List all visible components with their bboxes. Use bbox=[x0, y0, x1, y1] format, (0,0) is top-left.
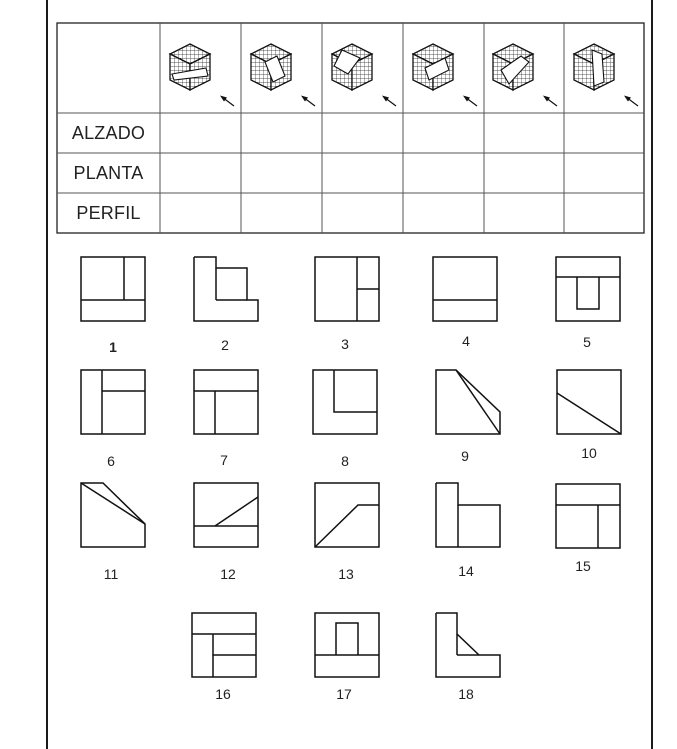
isometric-block-1-icon bbox=[170, 44, 234, 106]
view-16-drawing bbox=[192, 613, 256, 677]
row-label-perfil: PERFIL bbox=[76, 202, 141, 223]
view-11-drawing bbox=[81, 483, 145, 547]
view-15-drawing bbox=[556, 484, 620, 548]
row-label-alzado: ALZADO bbox=[71, 122, 146, 143]
view-number-18: 18 bbox=[458, 686, 474, 702]
isometric-block-5-icon bbox=[493, 44, 557, 106]
view-14-drawing bbox=[436, 483, 500, 547]
view-number-8: 8 bbox=[341, 453, 349, 469]
view-17-drawing bbox=[315, 613, 379, 677]
isometric-block-2-icon bbox=[251, 44, 315, 106]
row-label-planta: PLANTA bbox=[73, 162, 144, 183]
view-2-drawing bbox=[194, 257, 258, 321]
view-number-9: 9 bbox=[461, 448, 469, 464]
view-3-drawing bbox=[315, 257, 379, 321]
view-number-7: 7 bbox=[220, 452, 228, 468]
isometric-block-6-icon bbox=[574, 44, 638, 106]
view-8-drawing bbox=[313, 370, 377, 434]
view-number-17: 17 bbox=[336, 686, 352, 702]
view-13-drawing bbox=[315, 483, 379, 547]
view-number-5: 5 bbox=[583, 334, 591, 350]
view-1-drawing bbox=[81, 257, 145, 321]
view-number-12: 12 bbox=[220, 566, 236, 582]
view-number-15: 15 bbox=[575, 558, 591, 574]
view-number-13: 13 bbox=[338, 566, 354, 582]
isometric-block-3-icon bbox=[332, 44, 396, 106]
isometric-block-4-icon bbox=[413, 44, 477, 106]
view-4-drawing bbox=[433, 257, 497, 321]
view-12-drawing bbox=[194, 483, 258, 547]
view-5-drawing bbox=[556, 257, 620, 321]
view-7-drawing bbox=[194, 370, 258, 434]
view-9-drawing bbox=[436, 370, 500, 434]
view-number-11: 11 bbox=[103, 566, 119, 582]
view-number-10: 10 bbox=[581, 445, 597, 461]
view-number-16: 16 bbox=[215, 686, 231, 702]
view-number-14: 14 bbox=[458, 563, 474, 579]
view-number-6: 6 bbox=[107, 453, 115, 469]
view-6-drawing bbox=[81, 370, 145, 434]
view-number-1: 1 bbox=[109, 339, 117, 355]
view-number-4: 4 bbox=[462, 333, 470, 349]
view-number-2: 2 bbox=[221, 337, 229, 353]
view-number-3: 3 bbox=[341, 336, 349, 352]
view-18-drawing bbox=[436, 613, 500, 677]
view-10-drawing bbox=[557, 370, 621, 434]
